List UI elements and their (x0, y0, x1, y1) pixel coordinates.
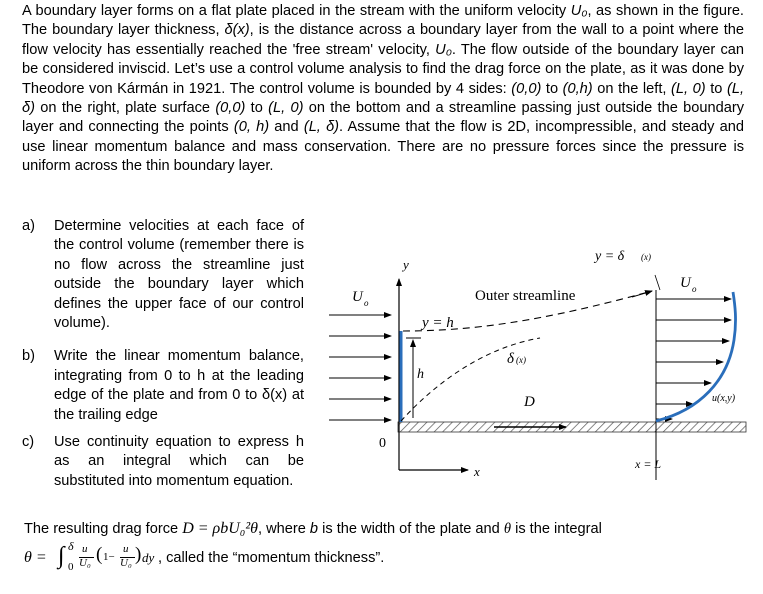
delta-x-label: δ (507, 351, 514, 367)
result-text: is the integral (511, 521, 602, 537)
fraction-denominator: U₀ (79, 557, 91, 569)
intro-text: . (339, 119, 344, 136)
paren-open: ( (96, 544, 103, 565)
coord: (0, h) (233, 119, 270, 136)
u0-left-sub: o (364, 298, 369, 308)
flat-plate (398, 422, 746, 432)
delta-x-sub: (x) (516, 355, 526, 365)
one-minus: 1− (103, 551, 115, 563)
y-eq-h-label: y = h (422, 315, 454, 331)
task-text: Determine velocities at each face of the control volume (remember there is no flow across the streamline just outside the boundary layer which defines the upper face of our control volume). (54, 218, 304, 332)
momentum-thickness-equation (24, 539, 524, 583)
intro-text: layer. (238, 158, 274, 175)
intro-text: conservation. There are no pressure forces since the pressure is uniform across the thin boundary (22, 138, 744, 175)
intro-text: . The flow outside (451, 41, 570, 58)
coord: (L, 0) (268, 100, 304, 117)
coord: (0,h) (562, 80, 593, 97)
coord: (0,0) (215, 100, 246, 117)
intro-text: Assume that the flow is 2D, incompressible, and steady and use linear momentum balance and mass (22, 119, 745, 155)
integral-lower-limit: 0 (68, 561, 74, 573)
y-axis-label: y (403, 257, 409, 272)
integral-sign: ∫ (58, 543, 65, 569)
intro-text: a point where the flow velocity has essentially reached the 'free stream' velocity, (22, 22, 744, 58)
intro-text: and (269, 119, 304, 136)
task-text: Write the linear momentum balance, integrating from 0 to h at the leading edge of the plate and from 0 to δ(x) at the trailing edge (54, 348, 304, 423)
fraction-numerator: u (123, 543, 129, 555)
u0-right-label: U (680, 275, 691, 291)
outer-streamline-label: Outer streamline (475, 288, 576, 304)
y-eq-delta-x: (x) (641, 252, 651, 262)
var-theta: θ (503, 521, 512, 537)
intro-text: to (245, 100, 269, 117)
var-b: b (309, 521, 319, 537)
y-eq-delta-label: y = δ (595, 249, 625, 264)
coord: (L, 0) (671, 80, 706, 97)
result-text: The resulting drag force (24, 521, 183, 537)
fraction-denominator: U₀ (120, 557, 132, 569)
coord: (L, δ) (303, 119, 340, 136)
u0-right-sub: o (692, 284, 697, 294)
u0-left-label: U (352, 289, 363, 305)
intro-text: on the bottom (303, 100, 401, 117)
differential: dy (142, 550, 155, 565)
intro-text: A boundary layer forms on a flat plate placed in the stream with the uniform velocity (22, 3, 571, 19)
intro-text: , is the distance across a boundary layer from the wall to (249, 22, 625, 39)
intro-text: force on the plate, as it was done by Theodore von Kármán in 1921. The control volume is bounded by (22, 61, 744, 97)
var-delta: δ(x) (224, 22, 250, 39)
intro-text: to (705, 80, 727, 97)
task-label: b) (22, 348, 35, 365)
result-text: , where (258, 521, 310, 537)
coord: (0,0) (511, 80, 542, 97)
left-velocity-arrows (329, 315, 391, 420)
u-xy-label: u(x,y) (712, 393, 736, 404)
integral-upper-limit: δ (68, 539, 74, 553)
intro-text: 4 sides: (455, 80, 512, 97)
intro-text: on the left, (592, 80, 672, 97)
paren-close: ) (135, 544, 142, 565)
x-axis-label: x (474, 464, 480, 479)
var-U0: U₀ (435, 41, 452, 58)
intro-text: on the right, plate surface (34, 100, 216, 117)
coord: (L, δ) (22, 80, 745, 117)
theta-lhs: θ = (24, 549, 47, 566)
fraction-numerator: u (82, 543, 88, 555)
drag-result (24, 520, 602, 538)
h-label: h (417, 367, 424, 382)
task-text: Use continuity equation to express h as an integral which can be substituted into momentum equation. (54, 434, 304, 489)
intro-text: the figure. The boundary layer thickness, (22, 3, 744, 39)
intro-text: and a streamline passing just outside the boundary layer and connecting the points (22, 100, 745, 136)
x-eq-L-label: x = L (635, 457, 662, 471)
drag-equation: D = ρbU₀²θ (182, 520, 258, 537)
theta-caption: , called the “momentum thickness”. (158, 550, 385, 566)
intro-text: of the boundary layer can be considered inviscid. Let’s use a control volume analysis to find the drag (22, 41, 744, 78)
result-text: is the width of the plate and (318, 521, 504, 537)
task-label: c) (22, 434, 35, 451)
origin-label: 0 (379, 436, 386, 451)
intro-text: to (541, 80, 563, 97)
intro-text: , as shown in (587, 3, 675, 19)
task-label: a) (22, 218, 35, 234)
var-U0: U₀ (570, 3, 588, 19)
drag-label: D (524, 394, 535, 410)
